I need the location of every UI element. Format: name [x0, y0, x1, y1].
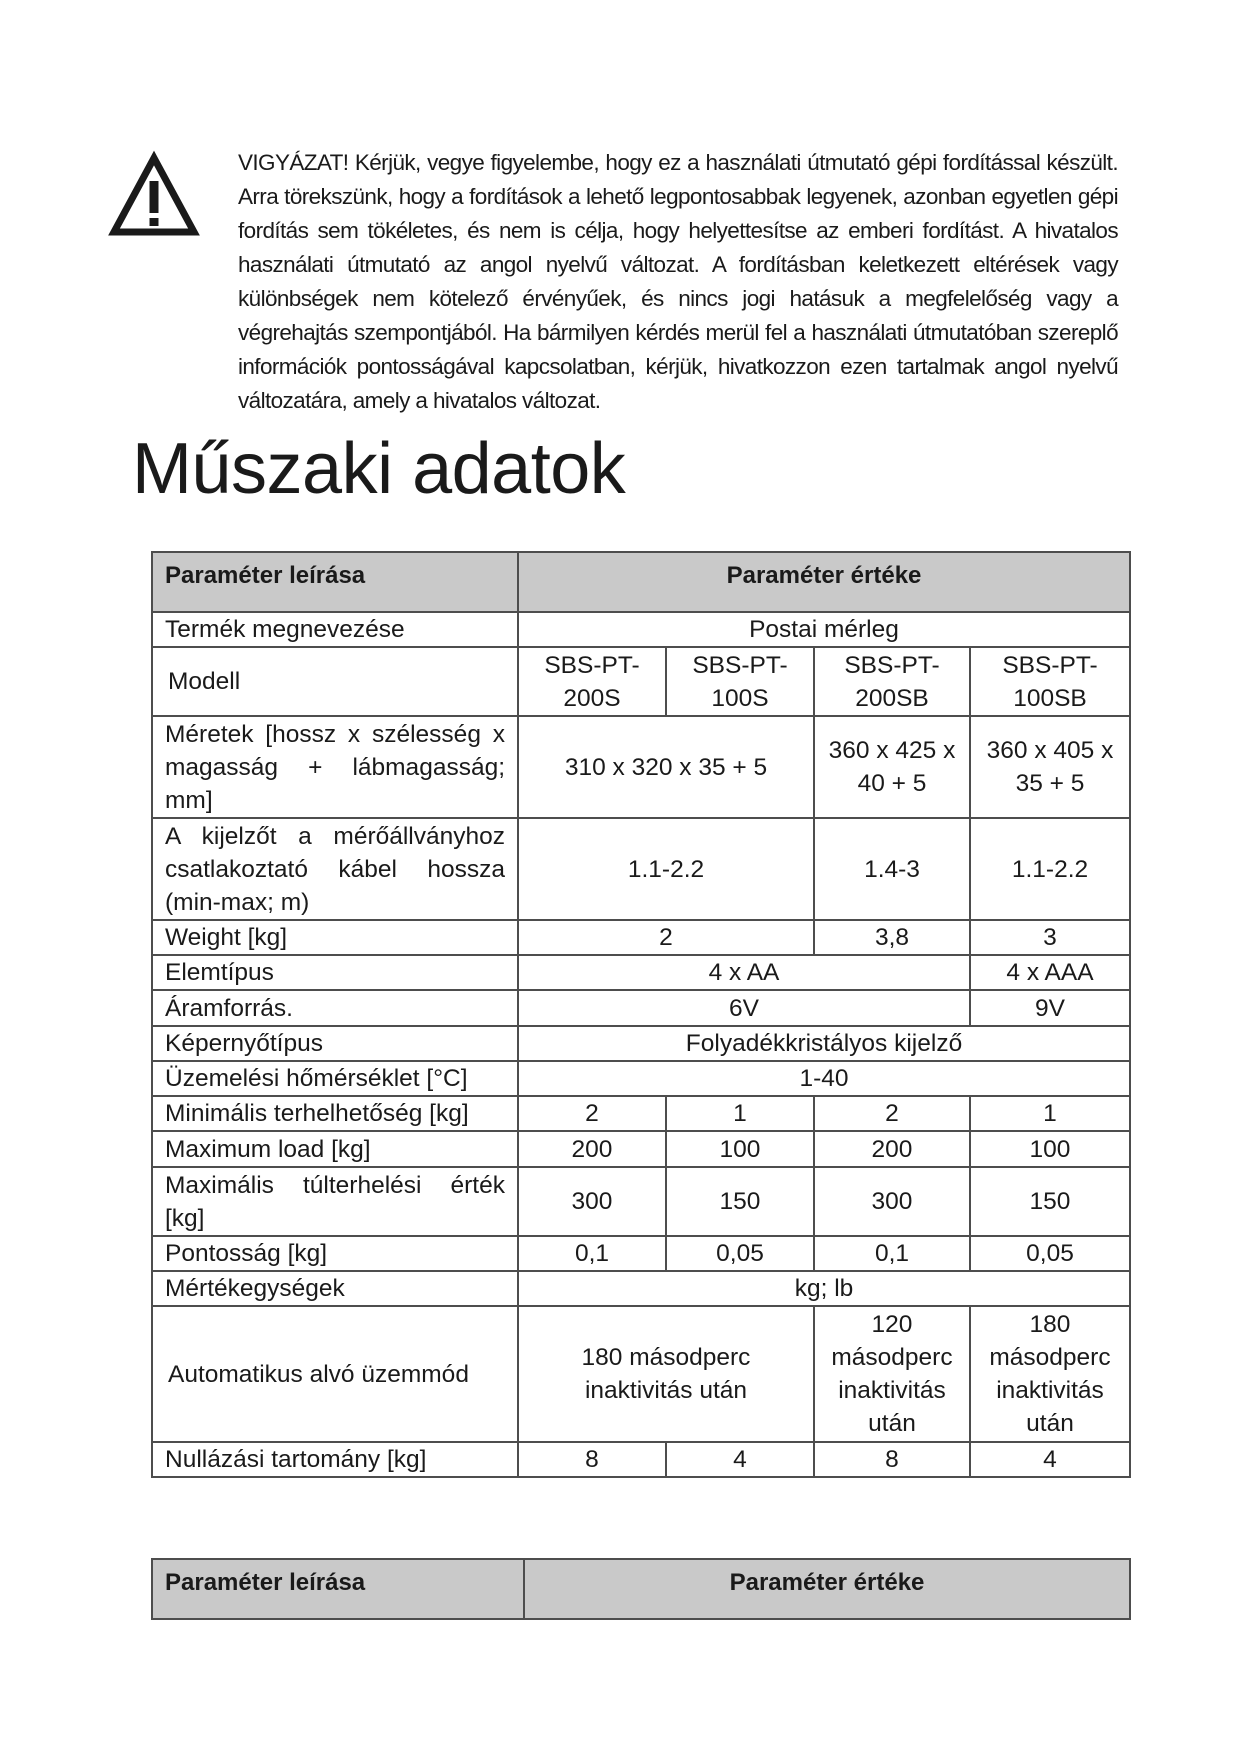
cell: SBS-PT-100S — [666, 647, 814, 716]
cell: 4 x AAA — [970, 955, 1130, 990]
machine-translation-warning: VIGYÁZAT! Kérjük, vegye figyelembe, hogy ez a használati útmutató gépi fordítással készült. Arra törekszünk, hogy a fordítások a lehető legpontosabbak legyenek, azonban egyetlen gépi fordítás sem tökéletes, és nem is célja, hogy helyettesítse az emberi fordítást. A hivatalos használati útmutató az angol nyelvű változat. A fordításban keletkezett eltérések vagy különbségek nem kötelező érvényűek, és nincs jogi hatásuk a megfelelőség vagy a végrehajtás szempontjából. Ha bármilyen kérdés merül fel a használati útmutatóban szereplő információk pontosságával kapcsolatban, kérjük, hivatkozzon ezen tartalmak angol nyelvű változatára, amely a hivatalos változat. — [238, 150, 1118, 413]
cell: 100 — [666, 1131, 814, 1167]
cell: 9V — [970, 990, 1130, 1026]
page-title: Műszaki adatok — [132, 429, 626, 509]
row-label: Elemtípus — [152, 955, 518, 990]
table-row — [152, 818, 1130, 920]
table-row — [152, 990, 1130, 1026]
row-label: Minimális terhelhetőség [kg] — [152, 1096, 518, 1131]
row-label: Weight [kg] — [152, 920, 518, 955]
header-param: Paraméter leírása — [152, 1559, 524, 1619]
table-header-row — [152, 552, 1130, 612]
cell: 150 — [666, 1167, 814, 1236]
table-row — [152, 955, 1130, 990]
row-label: Méretek [hossz x szélesség x magasság + lábmagasság; mm] — [152, 716, 518, 818]
table-row — [152, 1271, 1130, 1306]
cell: 0,05 — [666, 1236, 814, 1271]
cell: 1-40 — [518, 1061, 1130, 1096]
cell: 180 másodperc inaktivitás után — [970, 1306, 1130, 1442]
row-label: A kijelzőt a mérőállványhoz csatlakoztató kábel hossza (min-max; m) — [152, 818, 518, 920]
table-header-row — [152, 1559, 1130, 1619]
cell: kg; lb — [518, 1271, 1130, 1306]
cell: SBS-PT-200S — [518, 647, 666, 716]
header-value: Paraméter értéke — [518, 552, 1130, 612]
table-row — [152, 1096, 1130, 1131]
table-row — [152, 1236, 1130, 1271]
cell: 2 — [814, 1096, 970, 1131]
cell: 0,1 — [814, 1236, 970, 1271]
row-label: Pontosság [kg] — [152, 1236, 518, 1271]
cell: 4 x AA — [518, 955, 970, 990]
row-label: Maximális túlterhelési érték [kg] — [152, 1167, 518, 1236]
cell: 1 — [666, 1096, 814, 1131]
cell: 120 másodperc inaktivitás után — [814, 1306, 970, 1442]
cell: 1 — [970, 1096, 1130, 1131]
cell: 360 x 425 x 40 + 5 — [814, 716, 970, 818]
cell: 0,1 — [518, 1236, 666, 1271]
technical-data-table — [151, 551, 1131, 1478]
cell: Folyadékkristályos kijelző — [518, 1026, 1130, 1061]
row-label: Nullázási tartomány [kg] — [152, 1442, 518, 1477]
table-row — [152, 1442, 1130, 1477]
cell: 2 — [518, 1096, 666, 1131]
row-label: Üzemelési hőmérséklet [°C] — [152, 1061, 518, 1096]
table-row — [152, 612, 1130, 647]
cell: SBS-PT-100SB — [970, 647, 1130, 716]
cell: 300 — [518, 1167, 666, 1236]
cell: 4 — [666, 1442, 814, 1477]
cell: 100 — [970, 1131, 1130, 1167]
table-row — [152, 1167, 1130, 1236]
cell: 0,05 — [970, 1236, 1130, 1271]
cell: 4 — [970, 1442, 1130, 1477]
cell: 200 — [518, 1131, 666, 1167]
cell: 1.4-3 — [814, 818, 970, 920]
cell: 180 másodperc inaktivitás után — [518, 1306, 814, 1442]
cell: 150 — [970, 1167, 1130, 1236]
cell: 310 x 320 x 35 + 5 — [518, 716, 814, 818]
cell: 300 — [814, 1167, 970, 1236]
table-row — [152, 716, 1130, 818]
cell: 360 x 405 x 35 + 5 — [970, 716, 1130, 818]
row-label: Termék megnevezése — [152, 612, 518, 647]
header-param: Paraméter leírása — [152, 552, 518, 612]
row-label: Mértékegységek — [152, 1271, 518, 1306]
cell: 2 — [518, 920, 814, 955]
cell: 3,8 — [814, 920, 970, 955]
technical-data-table-continued — [151, 1558, 1131, 1620]
cell: 3 — [970, 920, 1130, 955]
row-label: Maximum load [kg] — [152, 1131, 518, 1167]
row-label: Modell — [152, 647, 518, 716]
row-label: Áramforrás. — [152, 990, 518, 1026]
warning-triangle-icon — [108, 150, 200, 238]
table-row — [152, 1306, 1130, 1442]
cell: 8 — [814, 1442, 970, 1477]
cell: SBS-PT-200SB — [814, 647, 970, 716]
table-row — [152, 920, 1130, 955]
cell: 6V — [518, 990, 970, 1026]
row-label: Képernyőtípus — [152, 1026, 518, 1061]
cell: Postai mérleg — [518, 612, 1130, 647]
cell: 1.1-2.2 — [518, 818, 814, 920]
cell: 8 — [518, 1442, 666, 1477]
table-row — [152, 1026, 1130, 1061]
table-row — [152, 1061, 1130, 1096]
cell: 200 — [814, 1131, 970, 1167]
row-label: Automatikus alvó üzemmód — [152, 1306, 518, 1442]
table-row — [152, 1131, 1130, 1167]
header-value: Paraméter értéke — [524, 1559, 1130, 1619]
cell: 1.1-2.2 — [970, 818, 1130, 920]
table-row — [152, 647, 1130, 716]
